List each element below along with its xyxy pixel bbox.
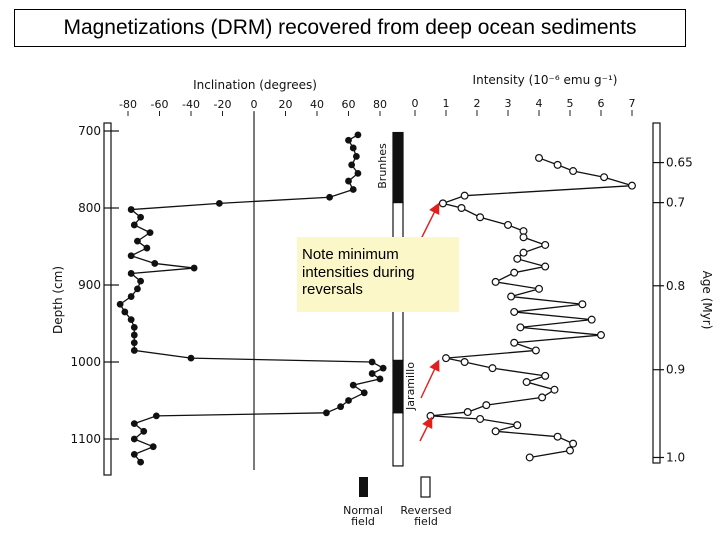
intensity-data-point [443,355,450,362]
inclination-data-point [361,389,368,396]
intensity-data-point [539,394,546,401]
inclination-tick-label: -20 [213,98,232,111]
inclination-data-point [188,355,195,362]
intensity-tick-label: 5 [566,97,574,110]
intensity-data-point [554,433,561,440]
inclination-data-point [134,285,141,292]
intensity-data-point [440,200,447,207]
inclination-data-point [323,409,330,416]
callout-arrow [421,205,438,239]
inclination-data-point [350,382,357,389]
intensity-data-point [551,386,558,393]
inclination-data-point [350,186,357,193]
polarity-label-jaramillo: Jaramillo [404,362,417,410]
depth-tick-label: 1000 [70,355,101,369]
intensity-data-point [588,316,595,323]
inclination-data-point [345,397,352,404]
intensity-data-point [477,416,484,423]
intensity-data-point [489,365,496,372]
intensity-data-point [520,234,527,241]
inclination-data-point [140,428,147,435]
intensity-data-point [542,263,549,270]
inclination-data-point [369,370,376,377]
inclination-data-point [128,206,135,213]
inclination-data-point [326,194,333,201]
inclination-data-point [345,137,352,144]
intensity-tick-label: 6 [597,97,605,110]
callout-arrow [421,362,438,398]
intensity-data-point [464,409,471,416]
intensity-data-point [517,324,524,331]
callout-line: Note minimum [302,246,399,263]
inclination-tick-label: 0 [250,98,258,111]
intensity-data-point [579,301,586,308]
intensity-data-point [536,285,543,292]
intensity-data-point [477,214,484,221]
inclination-data-point [128,316,135,323]
callout-line: intensities during [302,263,415,281]
age-tick-label: 0.7 [666,195,686,210]
inclination-data-point [128,252,135,259]
callout-line: reversals [302,281,363,298]
inclination-data-point [348,161,355,168]
inclination-tick-label: 60 [341,98,356,111]
age-axis [653,123,714,464]
intensity-data-point [542,242,549,249]
age-scale-bar [653,123,660,463]
age-tick-label: 0.65 [666,155,693,170]
intensity-tick-label: 3 [504,97,512,110]
depth-tick-label: 700 [78,124,101,138]
depth-tick-label: 1100 [70,432,101,446]
inclination-data-point [131,451,138,458]
inclination-data-point [151,260,158,267]
intensity-data-point [542,372,549,379]
intensity-data-point [514,255,521,262]
legend-reversed-label: field [414,515,438,528]
intensity-data-point [526,454,533,461]
callout-note [297,237,459,312]
intensity-data-point [461,359,468,366]
inclination-data-point [350,145,357,152]
intensity-data-point [508,293,515,300]
reversed-polarity-interval [393,413,403,466]
intensity-data-point [520,249,527,256]
intensity-data-point [483,402,490,409]
intensity-axis-label: Intensity (10⁻⁶ emu g⁻¹) [472,73,618,87]
intensity-data-point [533,347,540,354]
inclination-data-point [121,309,128,316]
intensity-tick-label: 7 [628,97,636,110]
inclination-tick-label: -40 [182,98,200,111]
intensity-data-point [598,332,605,339]
inclination-tick-label: 20 [278,98,293,111]
depth-tick-label: 800 [78,201,101,215]
inclination-data-point [380,365,387,372]
intensity-tick-label: 1 [442,97,450,110]
inclination-data-point [337,403,344,410]
inclination-data-point [353,153,360,160]
inclination-data-point [137,214,144,221]
inclination-data-point [134,238,141,245]
intensity-data-point [505,222,512,229]
depth-axis-label: Depth (cm) [51,265,65,335]
inclination-tick-label: -60 [150,98,169,111]
normal-polarity-interval [393,360,403,412]
intensity-data-point [570,168,577,175]
intensity-data-point [629,182,636,189]
depth-tick-label: 900 [78,278,101,292]
inclination-data-point [345,178,352,185]
inclination-data-point [128,270,135,277]
inclination-data-point [355,131,362,138]
inclination-data-point [153,413,160,420]
inclination-data-point [131,436,138,443]
intensity-data-point [492,428,499,435]
intensity-tick-label: 0 [411,97,419,110]
inclination-data-point [131,347,138,354]
intensity-data-point [427,413,434,420]
inclination-data-point [191,265,198,272]
normal-polarity-interval [393,133,403,203]
age-tick-label: 1.0 [666,450,686,465]
depth-axis [51,123,119,475]
intensity-data-point [461,192,468,199]
legend-reversed-swatch [421,477,430,497]
inclination-data-point [150,443,157,450]
inclination-data-point [216,200,223,207]
age-tick-label: 0.8 [666,278,686,293]
intensity-data-point [523,379,530,386]
inclination-axis-label: Inclination (degrees) [193,78,317,92]
intensity-data-point [601,174,608,181]
inclination-data-point [144,245,151,252]
legend-normal-swatch [359,477,368,497]
intensity-data-point [514,422,521,429]
intensity-data-point [458,205,465,212]
intensity-data-point [492,279,499,286]
legend-normal-label: field [351,515,375,528]
polarity-label-brunhes: Brunhes [376,143,389,189]
depth-scale-bar [104,123,111,475]
intensity-data-point [511,339,518,346]
inclination-tick-label: -80 [119,98,137,111]
intensity-data-point [511,269,518,276]
inclination-data-point [131,222,138,229]
intensity-data-point [567,447,574,454]
inclination-data-point [117,301,124,308]
inclination-data-point [137,459,144,466]
intensity-data-point [570,440,577,447]
inclination-data-point [137,278,144,285]
intensity-data-point [554,161,561,168]
inclination-data-point [147,229,154,236]
inclination-tick-label: 80 [373,98,387,111]
intensity-data-point [511,309,518,316]
intensity-series-line [431,158,633,458]
callout-arrow [420,419,431,441]
intensity-tick-label: 4 [535,97,543,110]
intensity-data-point [536,155,543,162]
inclination-data-point [369,359,376,366]
inclination-data-point [377,376,384,383]
age-tick-label: 0.9 [666,362,686,377]
inclination-data-point [128,293,135,300]
inclination-data-point [131,332,138,339]
inclination-data-point [131,324,138,331]
inclination-data-point [355,170,362,177]
age-axis-label: Age (Myr) [700,270,714,330]
legend [343,477,452,528]
inclination-data-point [131,420,138,427]
slide-title: Magnetizations (DRM) recovered from deep ocean sediments [14,9,686,47]
intensity-tick-label: 2 [473,97,481,110]
legend-normal-label: Normal [343,504,383,517]
inclination-data-point [131,339,138,346]
inclination-tick-label: 40 [310,98,324,111]
legend-reversed-label: Reversed [400,504,452,517]
